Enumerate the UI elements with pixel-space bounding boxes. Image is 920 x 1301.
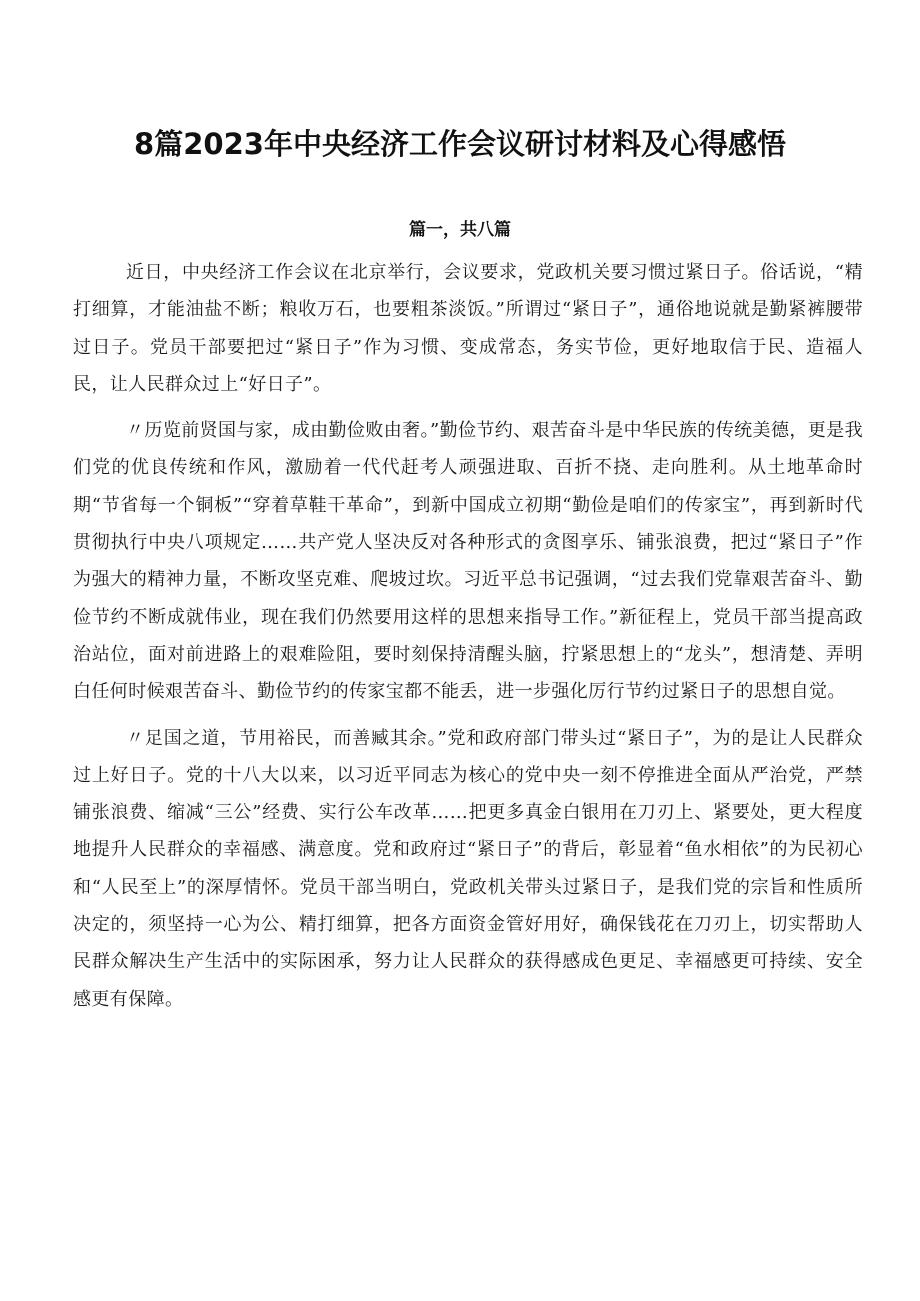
paragraph-3: 〃足国之道，节用裕民，而善臧其余。”党和政府部门带头过“紧日子”，为的是让人民群众过上好日子。党的十八大以来，以习近平同志为核心的党中央一刻不停推进全面从严治党，严禁铺张浪费、缩减“三公”经费、实行公车改革……把更多真金白银用在刀刃上、紧要处，更大程度地提升人民群众的幸福感、满意度。党和政府过“紧日子”的背后，彰显着“鱼水相依”的为民初心和“人民至上”的深厚情怀。党员干部当明白，党政机关带头过紧日子，是我们党的宗旨和性质所决定的，须坚持一心为公、精打细算，把各方面资金管好用好，确保钱花在刀刃上，切实帮助人民群众解决生产生活中的实际困承，努力让人民群众的获得感成色更足、幸福感更可持续、安全感更有保障。 <box>73 727 863 1010</box>
document-body <box>73 254 863 1027</box>
paragraph-1: 近日，中央经济工作会议在北京举行，会议要求，党政机关要习惯过紧日子。俗话说，“精打细算，才能油盐不断；粮收万石，也要粗茶淡饭。”所谓过“紧日子”，通俗地说就是勤紧裤腰带过日子。党员干部要把过“紧日子”作为习惯、变成常态，务实节俭，更好地取信于民、造福人民，让人民群众过上“好日子”。 <box>73 262 863 395</box>
section-heading: 篇一，共八篇 <box>409 220 511 240</box>
document-title: 8篇2023年中央经济工作会议研讨材料及心得感悟 <box>134 127 786 161</box>
paragraph-2: 〃历览前贤国与家，成由勤俭败由奢。”勤俭节约、艰苦奋斗是中华民族的传统美德，更是我们党的优良传统和作风，激励着一代代赶考人顽强进取、百折不挠、走向胜利。从土地革命时期“节省每一个铜板”“穿着草鞋干革命”，到新中国成立初期“勤俭是咱们的传家宝”，再到新时代贯彻执行中央八项规定……共产党人坚决反对各种形式的贪图享乐、铺张浪费，把过“紧日子”作为强大的精神力量，不断攻坚克难、爬坡过坎。习近平总书记强调，“过去我们党靠艰苦奋斗、勤俭节约不断成就伟业，现在我们仍然要用这样的思想来指导工作。”新征程上，党员干部当提高政治站位，面对前进路上的艰难险阻，要时刻保持清醒头脑，拧紧思想上的“龙头”，想清楚、弄明白任何时候艰苦奋斗、勤俭节约的传家宝都不能丢，进一步强化厉行节约过紧日子的思想自觉。 <box>73 420 863 703</box>
